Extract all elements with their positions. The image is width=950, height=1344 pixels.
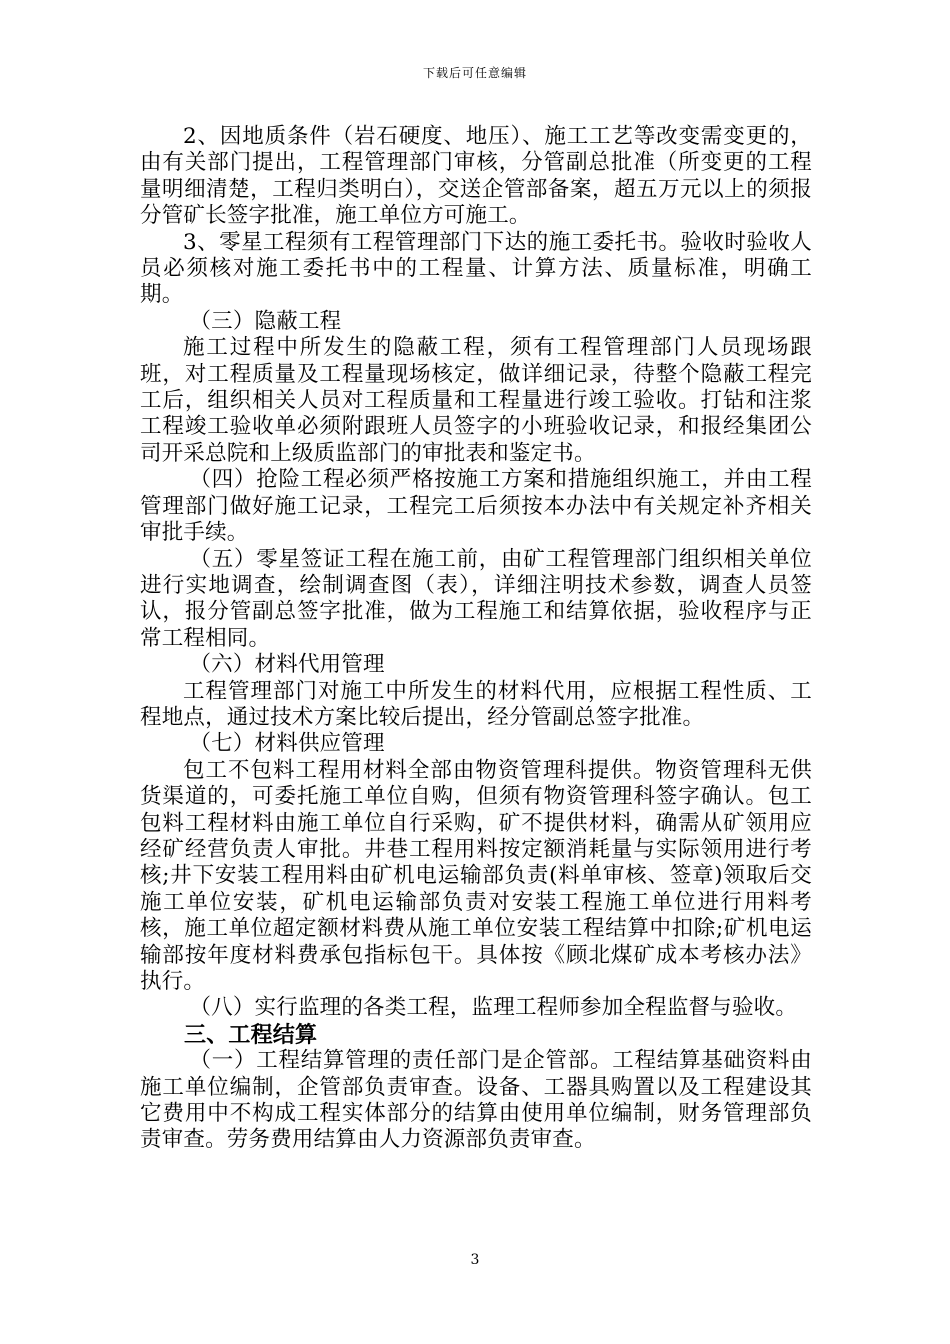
section-heading-material-substitution: （六）材料代用管理 xyxy=(189,652,385,678)
paragraph-minor-works-commission: 3、零星工程须有工程管理部门下达的施工委托书。验收时验收人员必须核对施工委托书中的工程量、计算方法、质量标准，明确工期。 xyxy=(140,229,812,308)
section-heading-material-supply: （七）材料供应管理 xyxy=(189,731,385,757)
paragraph-change-approval: 2、因地质条件（岩石硬度、地压）、施工工艺等改变需变更的，由有关部门提出，工程管理部门审核，分管副总批准（所变更的工程量明细清楚，工程归类明白），交送企管部备案，超五万元以上的须报分管矿长签字批准，施工单位方可施工。 xyxy=(140,124,812,229)
paragraph-settlement-responsibility: （一）工程结算管理的责任部门是企管部。工程结算基础资料由施工单位编制，企管部负责审查。设备、工器具购置以及工程建设其它费用中不构成工程实体部分的结算由使用单位编制，财务管理部负责审查。劳务费用结算由人力资源部负责审查。 xyxy=(140,1048,812,1153)
paragraph-material-supply: 包工不包料工程用材料全部由物资管理科提供。物资管理科无供货渠道的，可委托施工单位自购，但须有物资管理科签字确认。包工包料工程材料由施工单位自行采购，矿不提供材料，确需从矿领用应经矿经营负责人审批。井巷工程用料按定额消耗量与实际领用进行考核;井下安装工程用料由矿机电运输部负责(料单审核、签章)领取后交施工单位安装，矿机电运输部负责对安装工程施工单位进行用料考核，施工单位超定额材料费从施工单位安装工程结算中扣除;矿机电运输部按年度材料费承包指标包干。具体按《顾北煤矿成本考核办法》执行。 xyxy=(140,757,812,994)
paragraph-concealed-works: 施工过程中所发生的隐蔽工程，须有工程管理部门人员现场跟班，对工程质量及工程量现场核定，做详细记录，待整个隐蔽工程完工后，组织相关人员对工程质量和工程量进行竣工验收。打钻和注浆工程竣工验收单必须附跟班人员签字的小班验收记录，和报经集团公司开采总院和上级质监部门的审批表和鉴定书。 xyxy=(140,335,812,466)
document-body xyxy=(140,124,812,1154)
section-heading-settlement: 三、工程结算 xyxy=(184,1021,318,1048)
page-number: 3 xyxy=(470,1252,480,1268)
paragraph-supervised-works: （八）实行监理的各类工程，监理工程师参加全程监督与验收。 xyxy=(189,995,798,1021)
paragraph-emergency-works: （四）抢险工程必须严格按施工方案和措施组织施工，并由工程管理部门做好施工记录，工程完工后须按本办法中有关规定补齐相关审批手续。 xyxy=(140,467,812,546)
section-heading-concealed-works: （三）隐蔽工程 xyxy=(189,308,342,334)
paragraph-minor-visa-works: （五）零星签证工程在施工前，由矿工程管理部门组织相关单位进行实地调查，绘制调查图（表），详细注明技术参数，调查人员签认，报分管副总签字批准，做为工程施工和结算依据，验收程序与正常工程相同。 xyxy=(140,546,812,651)
page-header: 下载后可任意编辑 xyxy=(422,66,527,80)
paragraph-material-substitution: 工程管理部门对施工中所发生的材料代用，应根据工程性质、工程地点，通过技术方案比较后提出，经分管副总签字批准。 xyxy=(140,678,812,730)
